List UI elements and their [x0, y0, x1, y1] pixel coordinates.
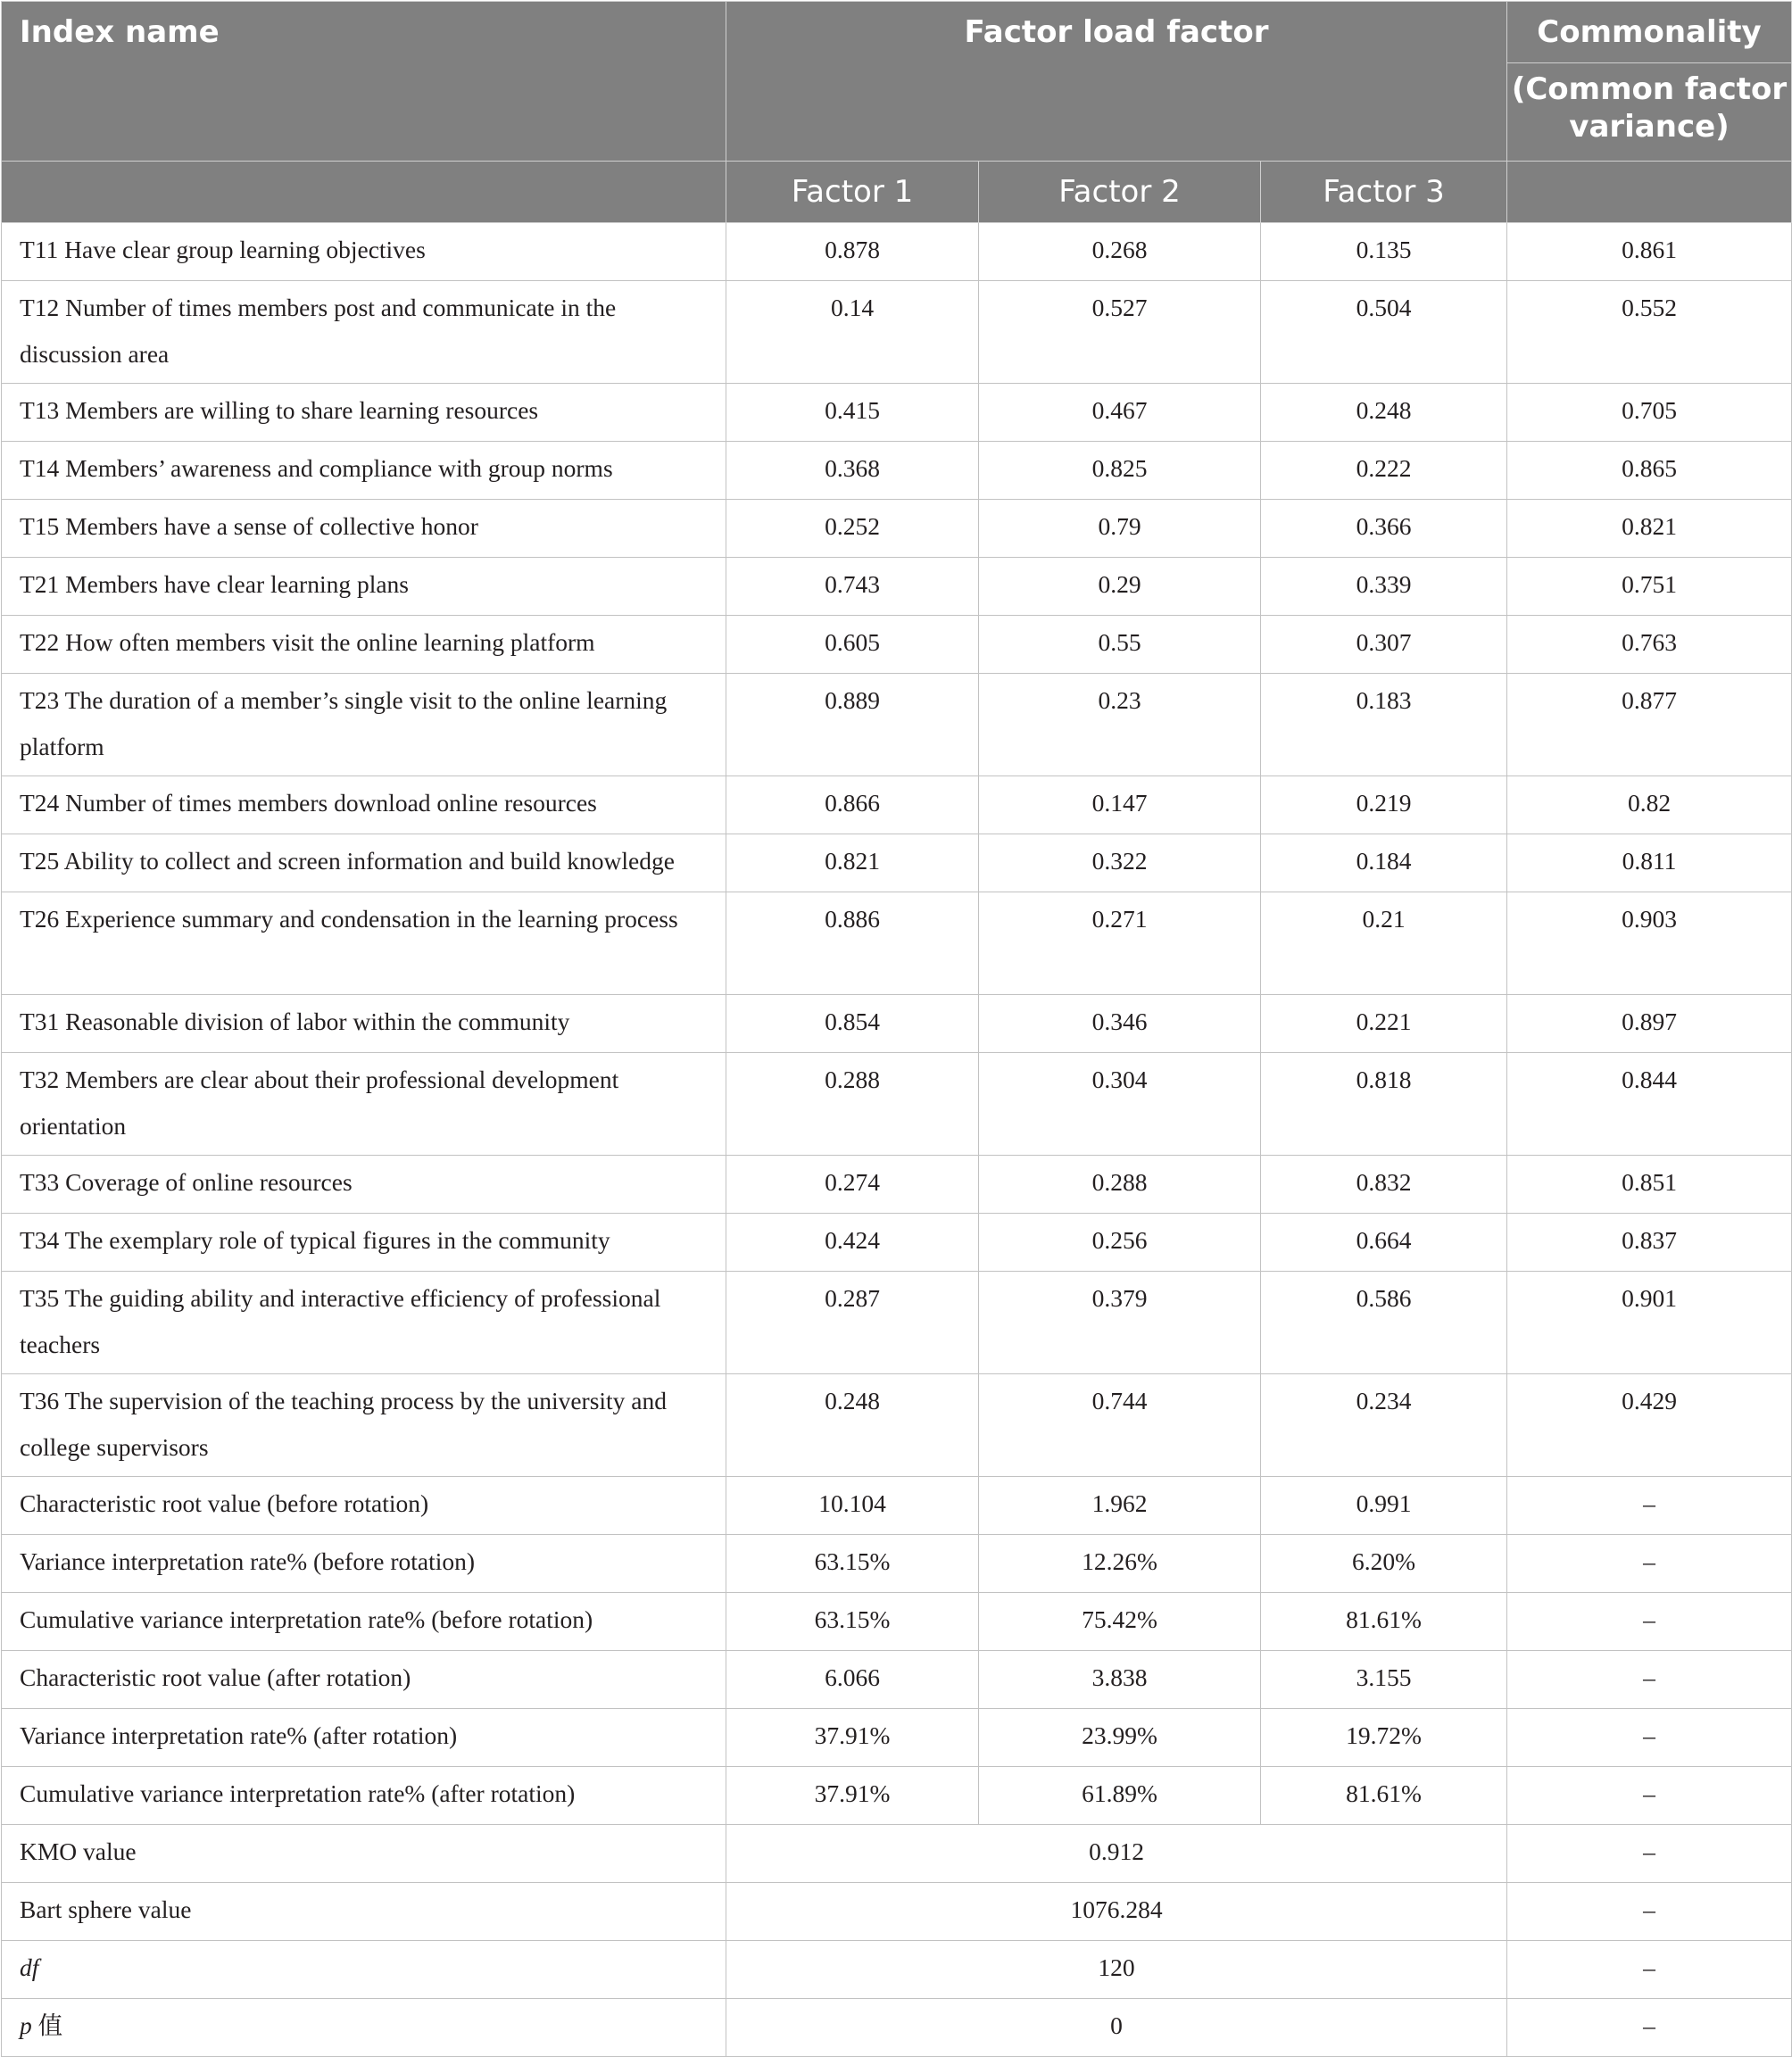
- row-name: T13 Members are willing to share learning resources: [2, 384, 726, 442]
- factor-1-value: 0.854: [726, 995, 979, 1053]
- factor-1-value: 10.104: [726, 1477, 979, 1535]
- factor-3-value: 0.307: [1261, 616, 1507, 674]
- factor-1-value: 0.368: [726, 442, 979, 500]
- factor-2-value: 0.322: [979, 834, 1261, 892]
- table-row: [2, 674, 1792, 776]
- factor-1-value: 0.287: [726, 1272, 979, 1374]
- commonality-value: 0.552: [1507, 281, 1792, 384]
- factor-3-value: 0.135: [1261, 223, 1507, 281]
- factor-2-value: 0.304: [979, 1053, 1261, 1156]
- factor-1-value: 0.886: [726, 892, 979, 995]
- table-row: [2, 558, 1792, 616]
- row-name: T14 Members’ awareness and compliance with group norms: [2, 442, 726, 500]
- table-row: [2, 1535, 1792, 1593]
- row-name: Bart sphere value: [2, 1883, 726, 1941]
- commonality-value: 0.429: [1507, 1374, 1792, 1477]
- factor-3-value: 0.183: [1261, 674, 1507, 776]
- factor-2-value: 23.99%: [979, 1709, 1261, 1767]
- factor-2-value: 0.271: [979, 892, 1261, 995]
- factor-2-value: 12.26%: [979, 1535, 1261, 1593]
- row-name: T11 Have clear group learning objectives: [2, 223, 726, 281]
- table-row: [2, 1999, 1792, 2057]
- factor-3-value: 0.818: [1261, 1053, 1507, 1156]
- factor-3-value: 0.21: [1261, 892, 1507, 995]
- row-name: T32 Members are clear about their professional development orientation: [2, 1053, 726, 1156]
- row-name: Cumulative variance interpretation rate% (after rotation): [2, 1767, 726, 1825]
- row-name: T12 Number of times members post and communicate in the discussion area: [2, 281, 726, 384]
- stat-value: 1076.284: [726, 1883, 1507, 1941]
- factor-1-value: 0.605: [726, 616, 979, 674]
- factor-1-value: 0.14: [726, 281, 979, 384]
- factor-load-table: [1, 1, 1792, 2057]
- row-name: Variance interpretation rate% (after rotation): [2, 1709, 726, 1767]
- table-row: [2, 223, 1792, 281]
- factor-1-value: 0.288: [726, 1053, 979, 1156]
- factor-3-value: 81.61%: [1261, 1593, 1507, 1651]
- stat-value: 120: [726, 1941, 1507, 1999]
- commonality-value: 0.897: [1507, 995, 1792, 1053]
- table-row: [2, 995, 1792, 1053]
- row-name: T21 Members have clear learning plans: [2, 558, 726, 616]
- factor-2-value: 0.744: [979, 1374, 1261, 1477]
- commonality-value: 0.877: [1507, 674, 1792, 776]
- table-row: [2, 776, 1792, 834]
- commonality-value: –: [1507, 1767, 1792, 1825]
- row-name: T33 Coverage of online resources: [2, 1156, 726, 1214]
- factor-1-value: 0.743: [726, 558, 979, 616]
- factor-2-value: 0.55: [979, 616, 1261, 674]
- factor-2-value: 0.79: [979, 500, 1261, 558]
- row-name: KMO value: [2, 1825, 726, 1883]
- factor-3-value: 81.61%: [1261, 1767, 1507, 1825]
- table-row: [2, 1941, 1792, 1999]
- table-row: [2, 1053, 1792, 1156]
- row-name: Variance interpretation rate% (before rotation): [2, 1535, 726, 1593]
- factor-3-value: 19.72%: [1261, 1709, 1507, 1767]
- table-row: [2, 1651, 1792, 1709]
- header-factor-1: Factor 1: [726, 162, 979, 223]
- table-row: [2, 1593, 1792, 1651]
- commonality-value: 0.851: [1507, 1156, 1792, 1214]
- commonality-value: –: [1507, 1651, 1792, 1709]
- factor-1-value: 0.274: [726, 1156, 979, 1214]
- table-row: [2, 834, 1792, 892]
- table-row: [2, 1374, 1792, 1477]
- factor-2-value: 61.89%: [979, 1767, 1261, 1825]
- factor-2-value: 0.288: [979, 1156, 1261, 1214]
- header-index-name: Index name: [2, 2, 726, 162]
- factor-3-value: 0.221: [1261, 995, 1507, 1053]
- commonality-value: 0.901: [1507, 1272, 1792, 1374]
- factor-1-value: 37.91%: [726, 1767, 979, 1825]
- factor-1-value: 37.91%: [726, 1709, 979, 1767]
- factor-2-value: 0.29: [979, 558, 1261, 616]
- row-name: T35 The guiding ability and interactive efficiency of professional teachers: [2, 1272, 726, 1374]
- factor-2-value: 3.838: [979, 1651, 1261, 1709]
- table-row: [2, 1767, 1792, 1825]
- row-name: [2, 1999, 726, 2057]
- factor-1-value: 63.15%: [726, 1535, 979, 1593]
- table-row: [2, 281, 1792, 384]
- commonality-value: 0.821: [1507, 500, 1792, 558]
- table-row: [2, 1825, 1792, 1883]
- row-name: Characteristic root value (before rotation): [2, 1477, 726, 1535]
- row-name: Characteristic root value (after rotation): [2, 1651, 726, 1709]
- factor-2-value: 0.23: [979, 674, 1261, 776]
- header-empty-left: [2, 162, 726, 223]
- factor-2-value: 0.527: [979, 281, 1261, 384]
- table-row: [2, 1156, 1792, 1214]
- row-name: Cumulative variance interpretation rate% (before rotation): [2, 1593, 726, 1651]
- commonality-value: 0.763: [1507, 616, 1792, 674]
- table-row: [2, 442, 1792, 500]
- factor-2-value: 0.256: [979, 1214, 1261, 1272]
- factor-2-value: 0.268: [979, 223, 1261, 281]
- factor-3-value: 0.219: [1261, 776, 1507, 834]
- factor-1-value: 0.866: [726, 776, 979, 834]
- factor-1-value: 6.066: [726, 1651, 979, 1709]
- commonality-value: –: [1507, 1883, 1792, 1941]
- factor-3-value: 0.234: [1261, 1374, 1507, 1477]
- row-name: T34 The exemplary role of typical figures in the community: [2, 1214, 726, 1272]
- commonality-value: –: [1507, 1709, 1792, 1767]
- row-name-italic: p: [20, 2011, 32, 2039]
- commonality-value: 0.861: [1507, 223, 1792, 281]
- factor-2-value: 0.825: [979, 442, 1261, 500]
- factor-3-value: 0.184: [1261, 834, 1507, 892]
- table-row: [2, 616, 1792, 674]
- commonality-value: –: [1507, 1535, 1792, 1593]
- factor-1-value: 0.878: [726, 223, 979, 281]
- factor-2-value: 0.147: [979, 776, 1261, 834]
- factor-2-value: 0.346: [979, 995, 1261, 1053]
- factor-3-value: 0.586: [1261, 1272, 1507, 1374]
- factor-1-value: 0.252: [726, 500, 979, 558]
- commonality-value: –: [1507, 1941, 1792, 1999]
- stat-value: 0: [726, 1999, 1507, 2057]
- row-name: df: [2, 1941, 726, 1999]
- commonality-value: –: [1507, 1999, 1792, 2057]
- factor-3-value: 0.991: [1261, 1477, 1507, 1535]
- row-name: T26 Experience summary and condensation in the learning process: [2, 892, 726, 995]
- table-row: [2, 1883, 1792, 1941]
- factor-2-value: 0.467: [979, 384, 1261, 442]
- factor-3-value: 3.155: [1261, 1651, 1507, 1709]
- commonality-value: 0.751: [1507, 558, 1792, 616]
- table-body: [2, 223, 1792, 2057]
- header-factor-load-factor: Factor load factor: [726, 2, 1507, 162]
- factor-1-value: 0.424: [726, 1214, 979, 1272]
- table-row: [2, 1477, 1792, 1535]
- commonality-value: 0.865: [1507, 442, 1792, 500]
- header-commonality: Commonality: [1507, 2, 1792, 63]
- table-row: [2, 1214, 1792, 1272]
- row-name: T25 Ability to collect and screen information and build knowledge: [2, 834, 726, 892]
- factor-3-value: 0.664: [1261, 1214, 1507, 1272]
- row-name: T15 Members have a sense of collective honor: [2, 500, 726, 558]
- factor-1-value: 0.415: [726, 384, 979, 442]
- table-row: [2, 1272, 1792, 1374]
- header-empty-right: [1507, 162, 1792, 223]
- commonality-value: 0.82: [1507, 776, 1792, 834]
- table-row: [2, 500, 1792, 558]
- factor-3-value: 6.20%: [1261, 1535, 1507, 1593]
- factor-3-value: 0.366: [1261, 500, 1507, 558]
- factor-2-value: 75.42%: [979, 1593, 1261, 1651]
- factor-1-value: 0.889: [726, 674, 979, 776]
- factor-1-value: 0.821: [726, 834, 979, 892]
- commonality-value: 0.811: [1507, 834, 1792, 892]
- factor-2-value: 1.962: [979, 1477, 1261, 1535]
- row-name: T24 Number of times members download online resources: [2, 776, 726, 834]
- table-row: [2, 892, 1792, 995]
- row-name-rest: 值: [31, 2011, 63, 2039]
- header-factor-3: Factor 3: [1261, 162, 1507, 223]
- commonality-value: –: [1507, 1825, 1792, 1883]
- commonality-value: 0.844: [1507, 1053, 1792, 1156]
- table-row: [2, 1709, 1792, 1767]
- row-name: T36 The supervision of the teaching process by the university and college supervisors: [2, 1374, 726, 1477]
- row-name: T31 Reasonable division of labor within the community: [2, 995, 726, 1053]
- commonality-value: –: [1507, 1477, 1792, 1535]
- commonality-value: –: [1507, 1593, 1792, 1651]
- factor-3-value: 0.222: [1261, 442, 1507, 500]
- header-factor-2: Factor 2: [979, 162, 1261, 223]
- commonality-value: 0.705: [1507, 384, 1792, 442]
- factor-3-value: 0.832: [1261, 1156, 1507, 1214]
- commonality-value: 0.903: [1507, 892, 1792, 995]
- factor-3-value: 0.248: [1261, 384, 1507, 442]
- factor-1-value: 0.248: [726, 1374, 979, 1477]
- header-commonality-sub: (Common factor variance): [1507, 63, 1792, 162]
- factor-3-value: 0.504: [1261, 281, 1507, 384]
- table-row: [2, 384, 1792, 442]
- factor-2-value: 0.379: [979, 1272, 1261, 1374]
- stat-value: 0.912: [726, 1825, 1507, 1883]
- commonality-value: 0.837: [1507, 1214, 1792, 1272]
- row-name: T22 How often members visit the online learning platform: [2, 616, 726, 674]
- row-name: T23 The duration of a member’s single visit to the online learning platform: [2, 674, 726, 776]
- factor-1-value: 63.15%: [726, 1593, 979, 1651]
- factor-3-value: 0.339: [1261, 558, 1507, 616]
